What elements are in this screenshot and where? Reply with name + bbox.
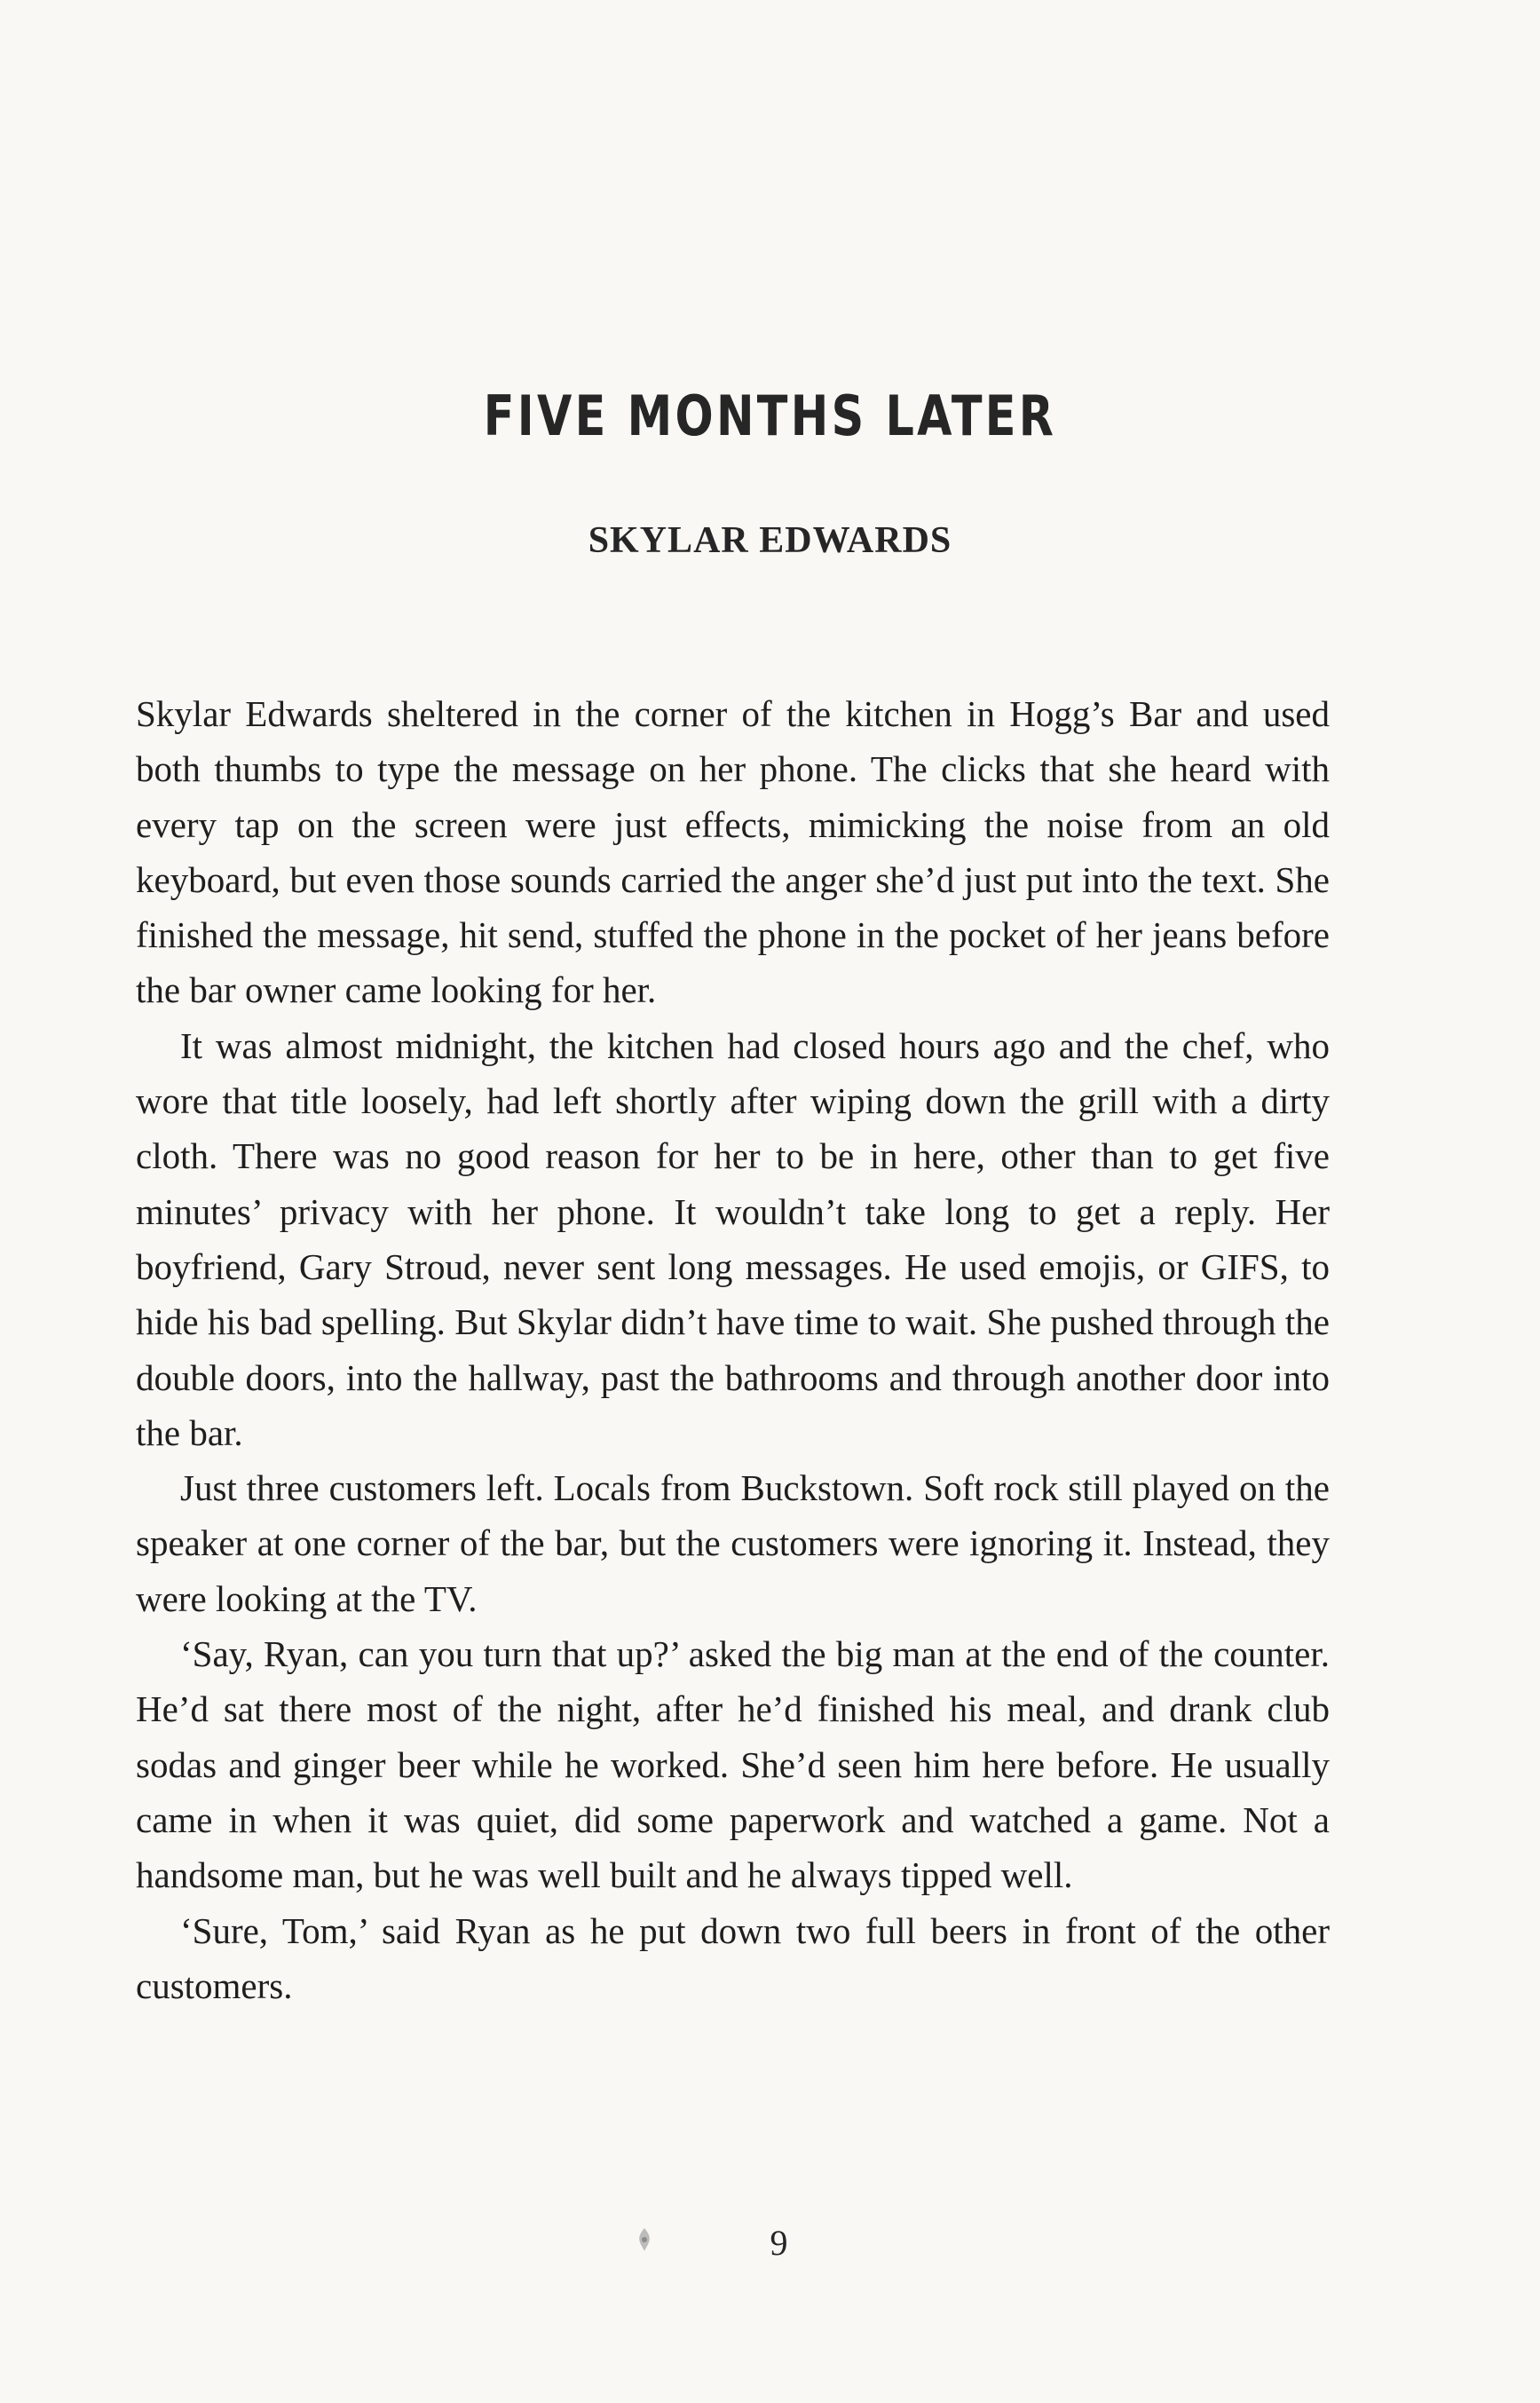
- paragraph: It was almost midnight, the kitchen had closed hours ago and the chef, who wore that title loosely, had left shortly after wiping down the grill with a dirty cloth. There was no good reason for her to be in here, other than to get five minutes’ privacy with her phone. It wouldn’t take long to get a reply. Her boyfriend, Gary Stroud, never sent long messages. He used emojis, or GIFS, to hide his bad spelling. But Skylar didn’t have time to wait. She pushed through the double doors, into the hallway, past the bathrooms and through another door into the bar.: [136, 1024, 1330, 1453]
- chapter-title: FIVE MONTHS LATER: [483, 383, 1057, 448]
- paragraph: Just three customers left. Locals from Buckstown. Soft rock still played on the speaker at one corner of the bar, but the customers were ignoring it. Instead, they were looking at the TV.: [136, 1467, 1330, 1619]
- paragraph: Skylar Edwards sheltered in the corner of the kitchen in Hogg’s Bar and used both thumbs to type the message on her phone. The clicks that she heard with every tap on the screen were just effects, mimicking the noise from an old keyboard, but even those sounds carried the anger she’d just put into the text. She finished the message, hit send, stuffed the phone in the pocket of her jeans before the bar owner came looking for her.: [136, 693, 1330, 1011]
- paragraph: ‘Say, Ryan, can you turn that up?’ asked the big man at the end of the counter. He’d sat there most of the night, after he’d finished his meal, and drank club sodas and ginger beer while he worked. She’d seen him here before. He usually came in when it was quiet, did some paperwork and watched a game. Not a handsome man, but he was well built and he always tipped well.: [136, 1633, 1330, 1896]
- chapter-subtitle: SKYLAR EDWARDS: [588, 520, 952, 561]
- paragraph: ‘Sure, Tom,’ said Ryan as he put down two full beers in front of the other customers.: [136, 1909, 1330, 2006]
- page-number: 9: [770, 2223, 788, 2263]
- body-text: [136, 686, 1330, 2013]
